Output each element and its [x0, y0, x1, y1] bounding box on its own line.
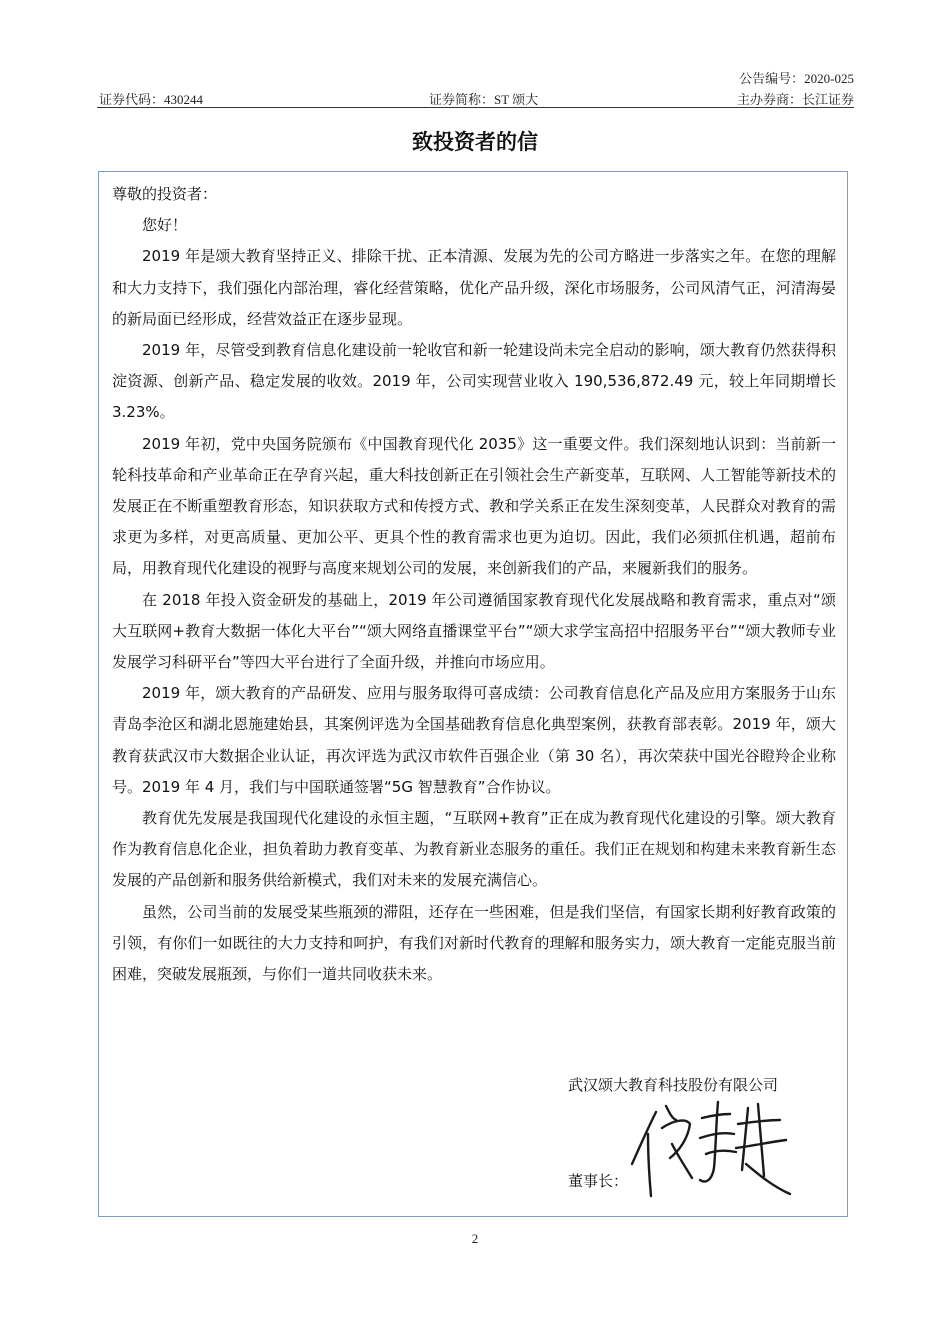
security-code: 证券代码：430244 [99, 92, 204, 107]
header-divider [97, 107, 854, 108]
greeting: 您好！ [142, 216, 188, 235]
letter-paragraph: 虽然，公司当前的发展受某些瓶颈的滞阻，还存在一些困难，但是我们坚信，有国家长期利好教育政策的引领，有你们一如既往的大力支持和呵护，有我们对新时代教育的理解和服务实力，颂大教育一定能克服当前困难，突破发展瓶颈，与你们一道共同收获未来。 [112, 902, 836, 984]
letter-body [112, 179, 836, 990]
letter-paragraph: 2019 年初，党中央国务院颁布《中国教育现代化 2035》这一重要文件。我们深刻地认识到：当前新一轮科技革命和产业革命正在孕育兴起，重大科技创新正在引领社会生产新变革，互联网、人工智能等新技术的发展正在不断重塑教育形态，知识获取方式和传授方式、教和学关系正在发生深刻变革，人民群众对教育的需求更为多样，对更高质量、更加公平、更具个性的教育需求也更为迫切。因此，我们必须抓住机遇，超前布局，用教育现代化建设的视野与高度来规划公司的发展，来创新我们的产品，来履新我们的服务。 [112, 434, 836, 578]
salutation: 尊敬的投资者： [112, 185, 218, 203]
page-number: 2 [471, 1231, 479, 1246]
sponsor-broker: 主办券商：长江证券 [736, 92, 854, 107]
chairman-label: 董事长： [568, 1172, 629, 1190]
letter-paragraph: 教育优先发展是我国现代化建设的永恒主题，“互联网+教育”正在成为教育现代化建设的引擎。颂大教育作为教育信息化企业，担负着助力教育变革、为教育新业态服务的重任。我们正在规划和构建未来教育新生态发展的产品创新和服务供给新模式，我们对未来的发展充满信心。 [112, 809, 836, 890]
letter-paragraph: 2019 年，颂大教育的产品研发、应用与服务取得可喜成绩：公司教育信息化产品及应用方案服务于山东青岛李沧区和湖北恩施建始县，其案例评选为全国基础教育信息化典型案例，获教育部表彰。2019 年，颂大教育获武汉市大数据企业认证，再次评选为武汉市软件百强企业（第 30 名），再次荣获中国光谷瞪羚企业称号。2019 年 4 月，我们与中国联通签署“5G 智慧教育”合作协议。 [112, 684, 836, 796]
chairman-signature [626, 1094, 796, 1204]
document-header [99, 89, 854, 107]
notice-number: 公告编号：2020-025 [739, 71, 854, 86]
letter-paragraph: 2019 年，尽管受到教育信息化建设前一轮收官和新一轮建设尚未完全启动的影响，颂大教育仍然获得积淀资源、创新产品、稳定发展的收效。2019 年，公司实现营业收入 190,536,872.49 元，较上年同期增长 3.23%。 [112, 341, 836, 422]
page-title: 致投资者的信 [412, 130, 538, 154]
company-name: 武汉颂大教育科技股份有限公司 [568, 1076, 779, 1094]
letter-paragraph: 2019 年是颂大教育坚持正义、排除干扰、正本清源、发展为先的公司方略进一步落实之年。在您的理解和大力支持下，我们强化内部治理，睿化经营策略，优化产品升级，深化市场服务，公司风清气正，河清海晏的新局面已经形成，经营效益正在逐步显现。 [112, 247, 836, 328]
letter-paragraph: 在 2018 年投入资金研发的基础上，2019 年公司遵循国家教育现代化发展战略和教育需求，重点对“颂大互联网+教育大数据一体化大平台”“颂大网络直播课堂平台”“颂大求学宝高招中招服务平台”“颂大教师专业发展学习科研平台”等四大平台进行了全面升级，并推向市场应用。 [112, 590, 836, 672]
security-name: 证券简称：ST 颂大 [429, 92, 539, 107]
